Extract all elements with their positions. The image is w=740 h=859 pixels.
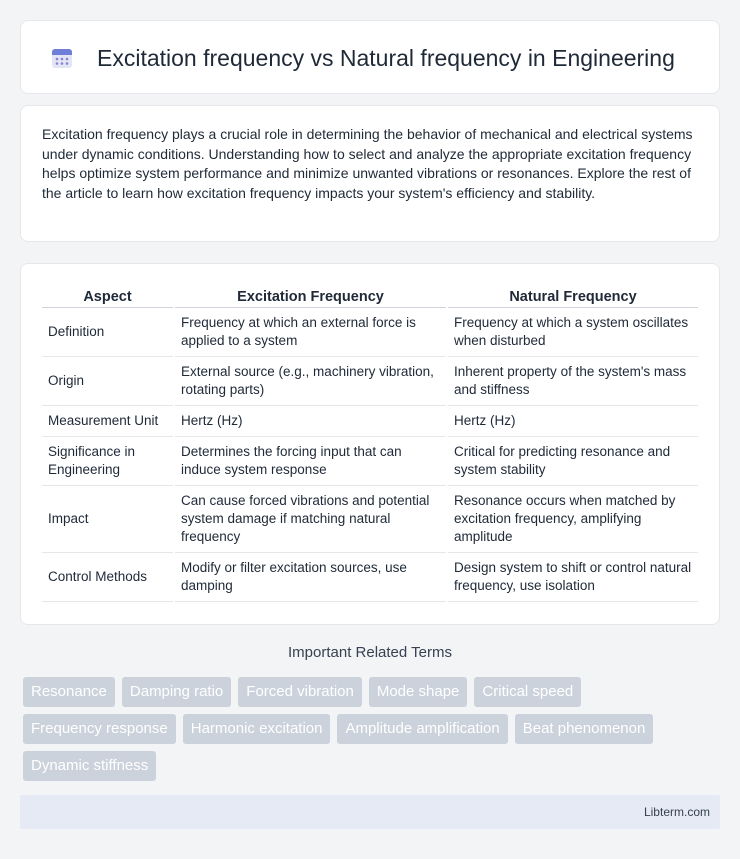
page-title: Excitation frequency vs Natural frequency in Engineering — [97, 44, 675, 71]
comparison-table — [40, 286, 700, 602]
related-terms-title: Important Related Terms — [288, 644, 452, 661]
header-natural: Natural Frequency — [448, 286, 698, 308]
footer — [20, 795, 720, 829]
cell-aspect: Significance in Engineering — [42, 437, 173, 486]
cell-natural: Frequency at which a system oscillates when disturbed — [448, 308, 698, 357]
cell-aspect: Origin — [42, 357, 173, 406]
term-tag[interactable]: Amplitude amplification — [337, 714, 507, 744]
comparison-card — [20, 263, 720, 625]
footer-site-link[interactable]: Libterm.com — [643, 805, 710, 819]
term-tag[interactable]: Dynamic stiffness — [23, 751, 156, 781]
cell-aspect: Control Methods — [42, 553, 173, 602]
cell-natural: Hertz (Hz) — [448, 406, 698, 437]
cell-excitation: Can cause forced vibrations and potential system damage if matching natural frequency — [175, 486, 446, 553]
header-excitation: Excitation Frequency — [175, 286, 446, 308]
cell-excitation: Modify or filter excitation sources, use damping — [175, 553, 446, 602]
table-row — [42, 308, 698, 357]
intro-text: Excitation frequency plays a crucial role in determining the behavior of mechanical and electrical systems under dynamic conditions. Understanding how to select and analyze the appropriate excitation frequency helps optimize system performance and minimize unwanted vibrations or resonances. Explore the rest of the article to learn how excitation frequency impacts your system's efficiency and stability. — [42, 126, 693, 201]
table-row — [42, 437, 698, 486]
table-row — [42, 486, 698, 553]
cell-natural: Critical for predicting resonance and system stability — [448, 437, 698, 486]
cell-natural: Inherent property of the system's mass and stiffness — [448, 357, 698, 406]
calendar-icon — [50, 46, 74, 70]
term-tag[interactable]: Critical speed — [474, 677, 581, 707]
term-tag[interactable]: Mode shape — [369, 677, 468, 707]
table-header-row — [42, 286, 698, 308]
table-row — [42, 553, 698, 602]
cell-excitation: Determines the forcing input that can induce system response — [175, 437, 446, 486]
term-tag[interactable]: Frequency response — [23, 714, 176, 744]
term-tag[interactable]: Forced vibration — [238, 677, 362, 707]
intro-card — [20, 105, 720, 242]
header-aspect: Aspect — [42, 286, 173, 308]
cell-aspect: Measurement Unit — [42, 406, 173, 437]
cell-excitation: Hertz (Hz) — [175, 406, 446, 437]
table-row — [42, 406, 698, 437]
cell-excitation: Frequency at which an external force is applied to a system — [175, 308, 446, 357]
table-row — [42, 357, 698, 406]
term-tag[interactable]: Damping ratio — [122, 677, 231, 707]
cell-excitation: External source (e.g., machinery vibration, rotating parts) — [175, 357, 446, 406]
cell-natural: Resonance occurs when matched by excitation frequency, amplifying amplitude — [448, 486, 698, 553]
term-tag[interactable]: Resonance — [23, 677, 115, 707]
term-tag[interactable]: Beat phenomenon — [515, 714, 654, 744]
header-card — [20, 20, 720, 94]
cell-aspect: Impact — [42, 486, 173, 553]
cell-aspect: Definition — [42, 308, 173, 357]
related-terms-list — [23, 677, 723, 781]
term-tag[interactable]: Harmonic excitation — [183, 714, 331, 744]
cell-natural: Design system to shift or control natural frequency, use isolation — [448, 553, 698, 602]
